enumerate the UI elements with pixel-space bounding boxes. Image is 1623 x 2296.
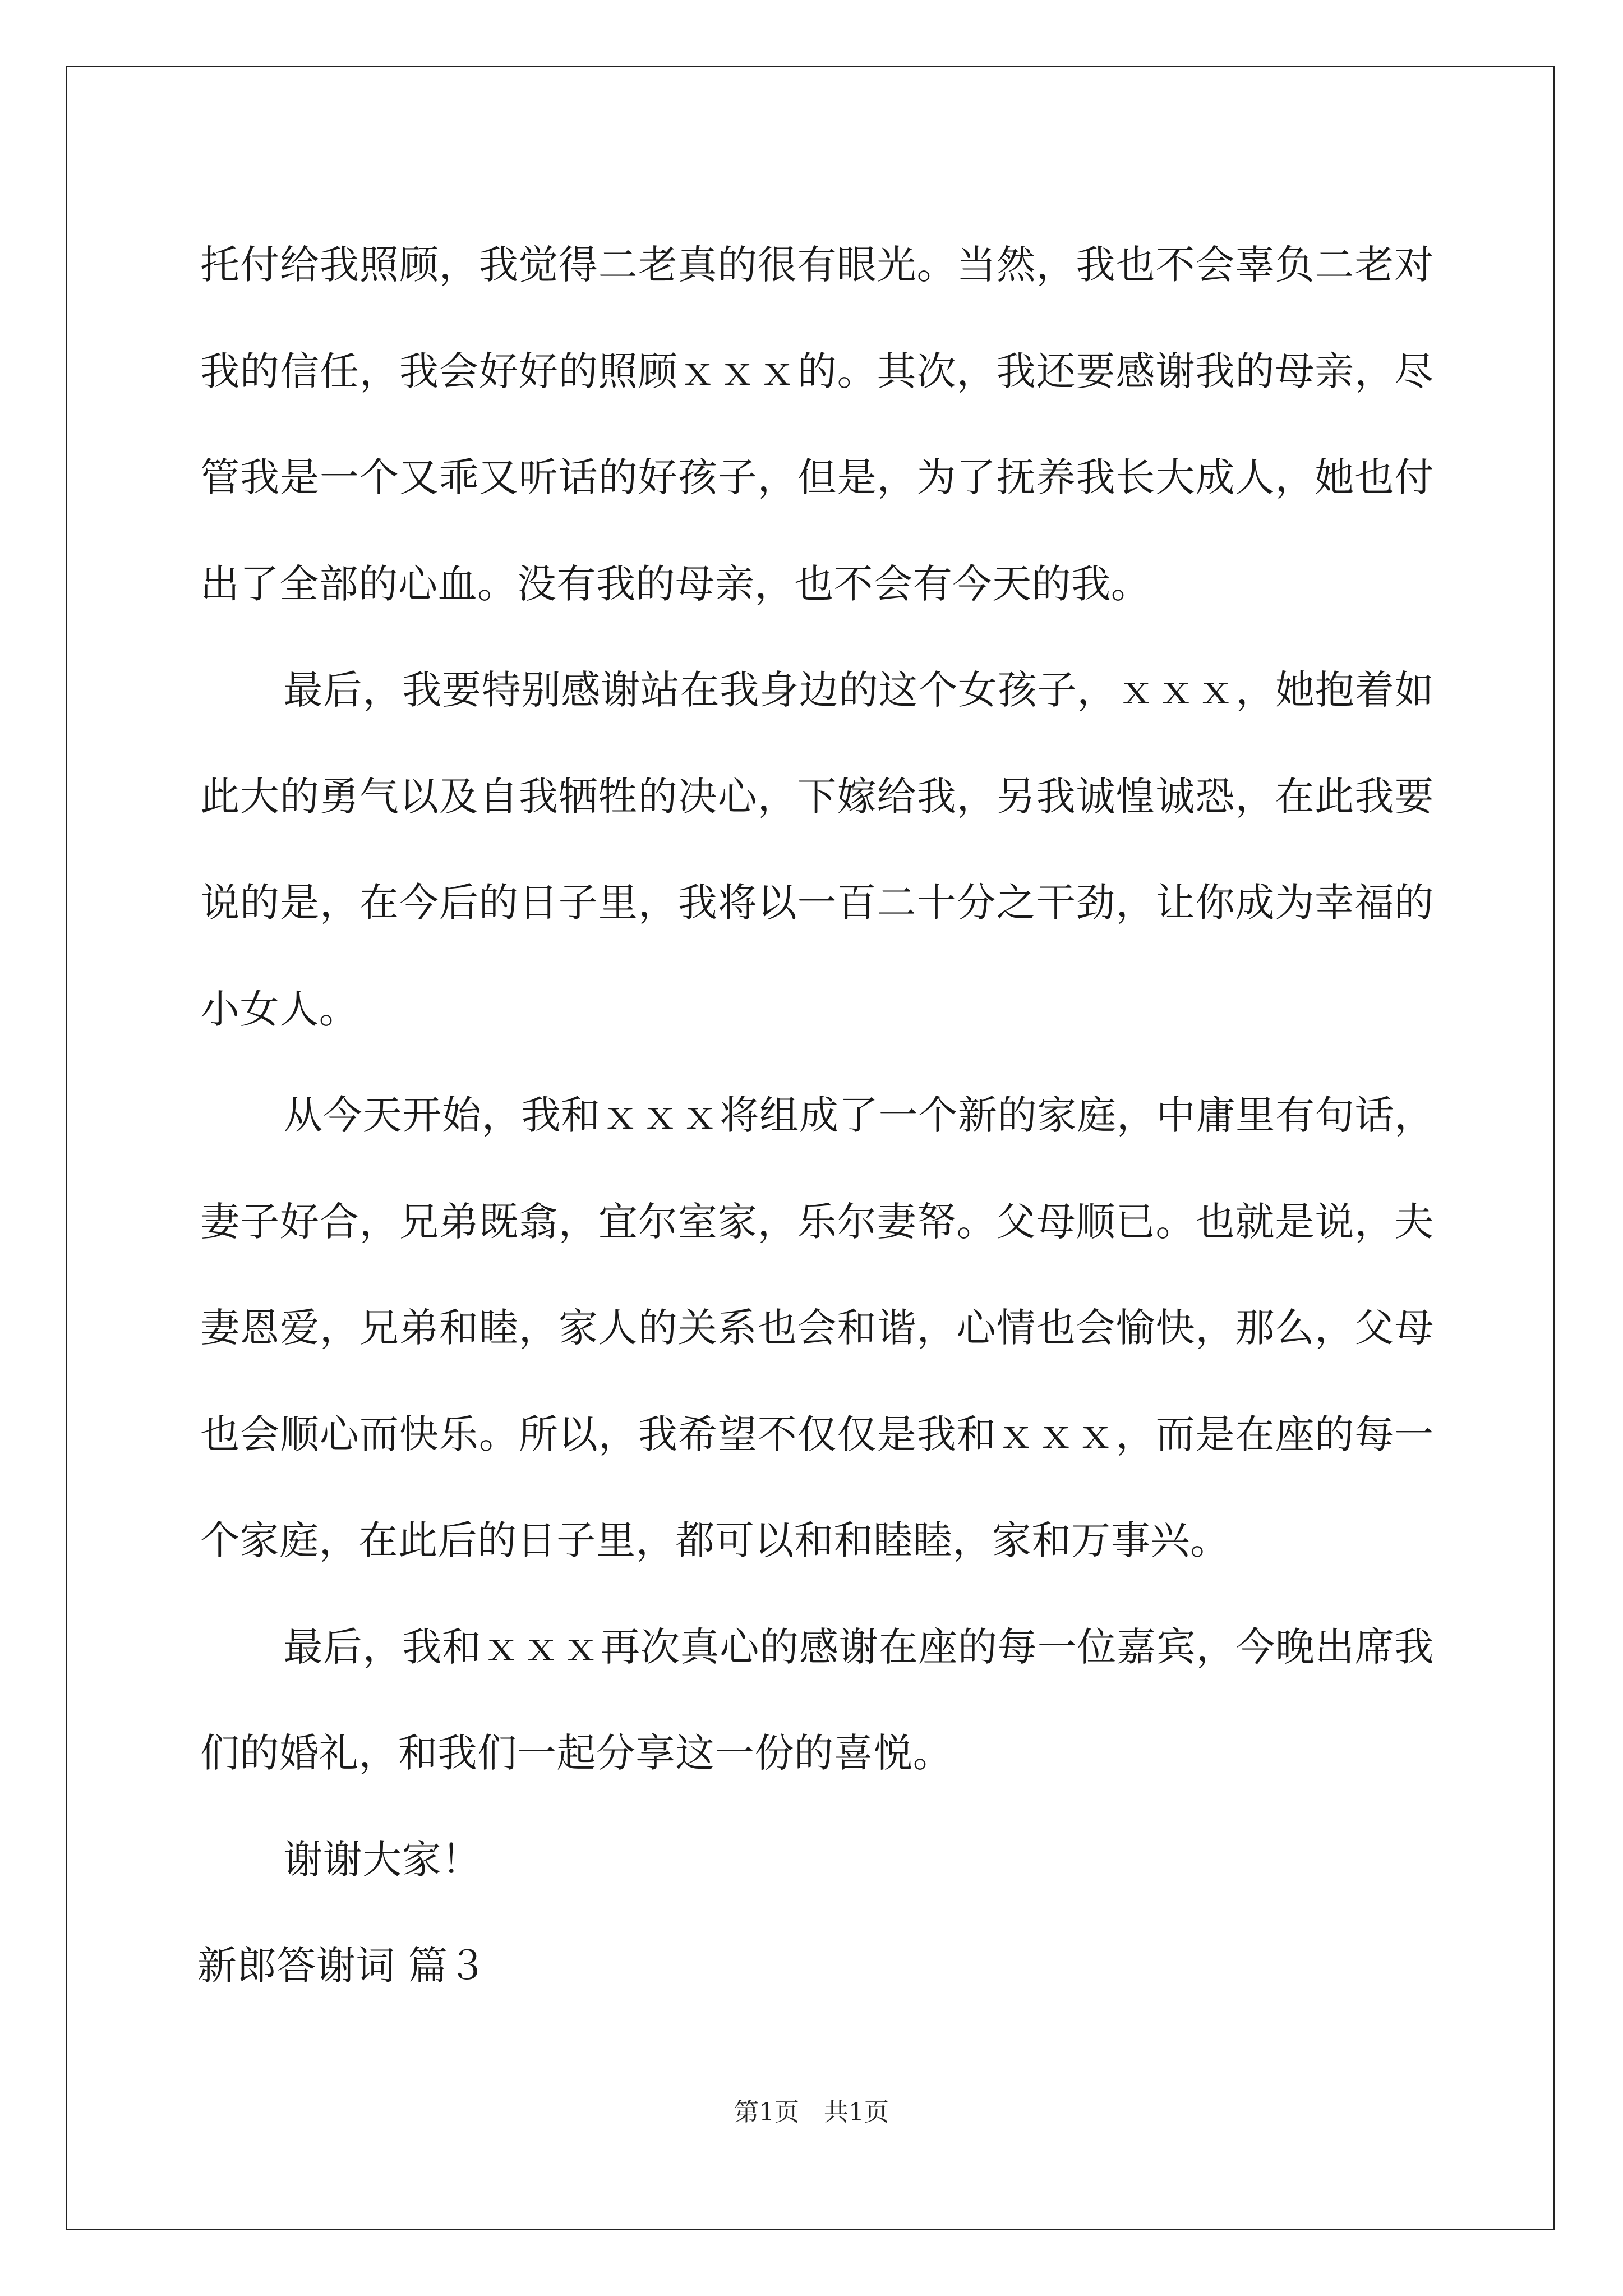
page-footer: [0, 2096, 1623, 2129]
page-number-label: 第1页 共1页: [734, 2098, 889, 2127]
paragraph-2: 最后，我要特别感谢站在我身边的这个女孩子，ｘｘｘ，她抱着如此大的勇气以及自我牺牲的决心，下嫁给我，另我诚惶诚恐，在此我要说的是，在今后的日子里，我将以一百二十分之干劲，让你成为幸福的小女人。: [200, 667, 1434, 1032]
paragraph-1: 托付给我照顾，我觉得二老真的很有眼光。当然，我也不会辜负二老对我的信任，我会好好的照顾ｘｘｘ的。其次，我还要感谢我的母亲，尽管我是一个又乖又听话的好孩子，但是，为了抚养我长大成人，她也付出了全部的心血。没有我的母亲，也不会有今天的我。: [200, 242, 1434, 607]
section-title: 新郎答谢词 篇３: [197, 1943, 488, 1989]
paragraph-3: 从今天开始，我和ｘｘｘ将组成了一个新的家庭，中庸里有句话，妻子好合，兄弟既翕，宜尔室家，乐尔妻帑。父母顺已。也就是说，夫妻恩爱，兄弟和睦，家人的关系也会和谐，心情也会愉快，那么，父母也会顺心而快乐。所以，我希望不仅仅是我和ｘｘｘ，而是在座的每一个家庭，在此后的日子里，都可以和和睦睦，家和万事兴。: [200, 1092, 1434, 1563]
document-body: [197, 212, 1434, 2019]
paragraph-5: 谢谢大家！: [283, 1836, 481, 1883]
paragraph-4: 最后，我和ｘｘｘ再次真心的感谢在座的每一位嘉宾，今晚出席我们的婚礼，和我们一起分享这一份的喜悦。: [200, 1623, 1434, 1776]
